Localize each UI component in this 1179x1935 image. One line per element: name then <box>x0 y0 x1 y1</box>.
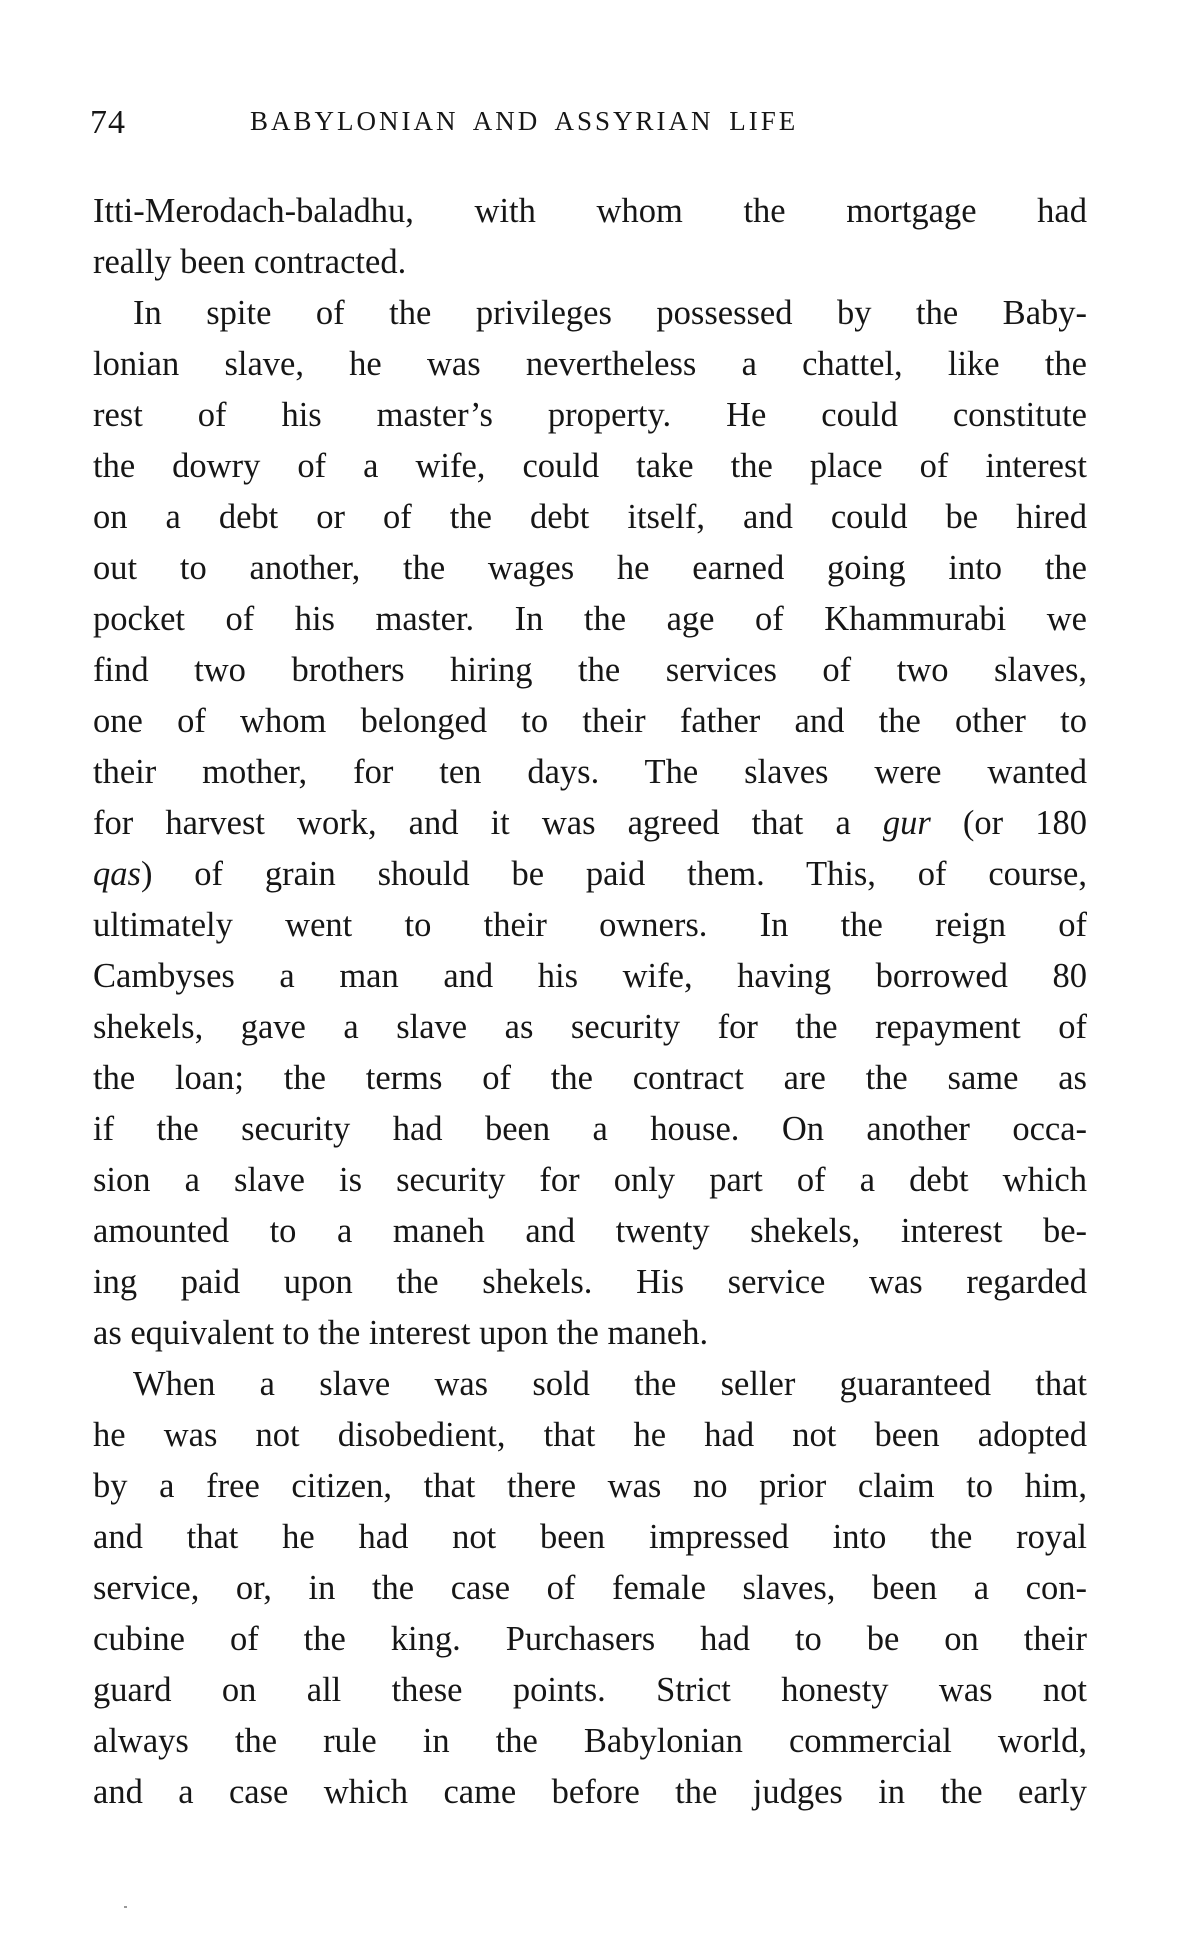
text-line: really been contracted. <box>93 243 407 281</box>
text-line: cubine of the king. Purchasers had to be on their <box>93 1620 1087 1658</box>
italic-term-qas: qas <box>93 855 141 893</box>
text-line: on a debt or of the debt itself, and could be hired <box>93 498 1087 536</box>
text-line: one of whom belonged to their father and the other to <box>93 702 1087 740</box>
text-line: and a case which came before the judges in the early <box>93 1773 1087 1811</box>
text-line <box>93 798 1087 849</box>
print-speck <box>124 1906 127 1908</box>
page-header <box>90 104 1090 144</box>
italic-term-gur: gur <box>882 804 931 842</box>
text-line: shekels, gave a slave as security for the repayment of <box>93 1008 1087 1046</box>
text-line: service, or, in the case of female slaves, been a con- <box>93 1569 1087 1607</box>
text-line: pocket of his master. In the age of Khammurabi we <box>93 600 1087 638</box>
text-line: he was not disobedient, that he had not been adopted <box>93 1416 1087 1454</box>
text-line: and that he had not been impressed into the royal <box>93 1518 1087 1556</box>
text-line: by a free citizen, that there was no prior claim to him, <box>93 1467 1087 1505</box>
text-line: ultimately went to their owners. In the reign of <box>93 906 1087 944</box>
text-line: out to another, the wages he earned going into the <box>93 549 1087 587</box>
text-line: the loan; the terms of the contract are the same as <box>93 1059 1087 1097</box>
text-segment: (or 180 <box>930 804 1087 842</box>
body-text <box>93 186 1087 1818</box>
text-segment: ) of grain should be paid them. This, of course, <box>140 855 1087 893</box>
text-line: the dowry of a wife, could take the place of interest <box>93 447 1087 485</box>
text-line: amounted to a maneh and twenty shekels, interest be- <box>93 1212 1087 1250</box>
text-line: always the rule in the Babylonian commercial world, <box>93 1722 1087 1760</box>
text-line: if the security had been a house. On another occa- <box>93 1110 1087 1148</box>
text-line: Cambyses a man and his wife, having borrowed 80 <box>93 957 1087 995</box>
text-line: sion a slave is security for only part of a debt which <box>93 1161 1087 1199</box>
text-line: lonian slave, he was nevertheless a chattel, like the <box>93 345 1087 383</box>
text-line: as equivalent to the interest upon the maneh. <box>93 1314 709 1352</box>
text-line: In spite of the privileges possessed by the Baby- <box>133 294 1087 332</box>
text-line: ing paid upon the shekels. His service was regarded <box>93 1263 1087 1301</box>
text-segment: for harvest work, and it was agreed that a <box>93 804 883 842</box>
text-line: rest of his master’s property. He could constitute <box>93 396 1087 434</box>
running-title: BABYLONIAN AND ASSYRIAN LIFE <box>250 106 799 136</box>
text-line: their mother, for ten days. The slaves were wanted <box>93 753 1087 791</box>
text-line: Itti-Merodach-baladhu, with whom the mortgage had <box>93 192 1087 230</box>
text-line <box>93 849 1087 900</box>
text-line: guard on all these points. Strict honesty was not <box>93 1671 1087 1709</box>
page-number: 74 <box>90 104 126 141</box>
text-line: When a slave was sold the seller guaranteed that <box>133 1365 1087 1403</box>
text-line: find two brothers hiring the services of two slaves, <box>93 651 1087 689</box>
